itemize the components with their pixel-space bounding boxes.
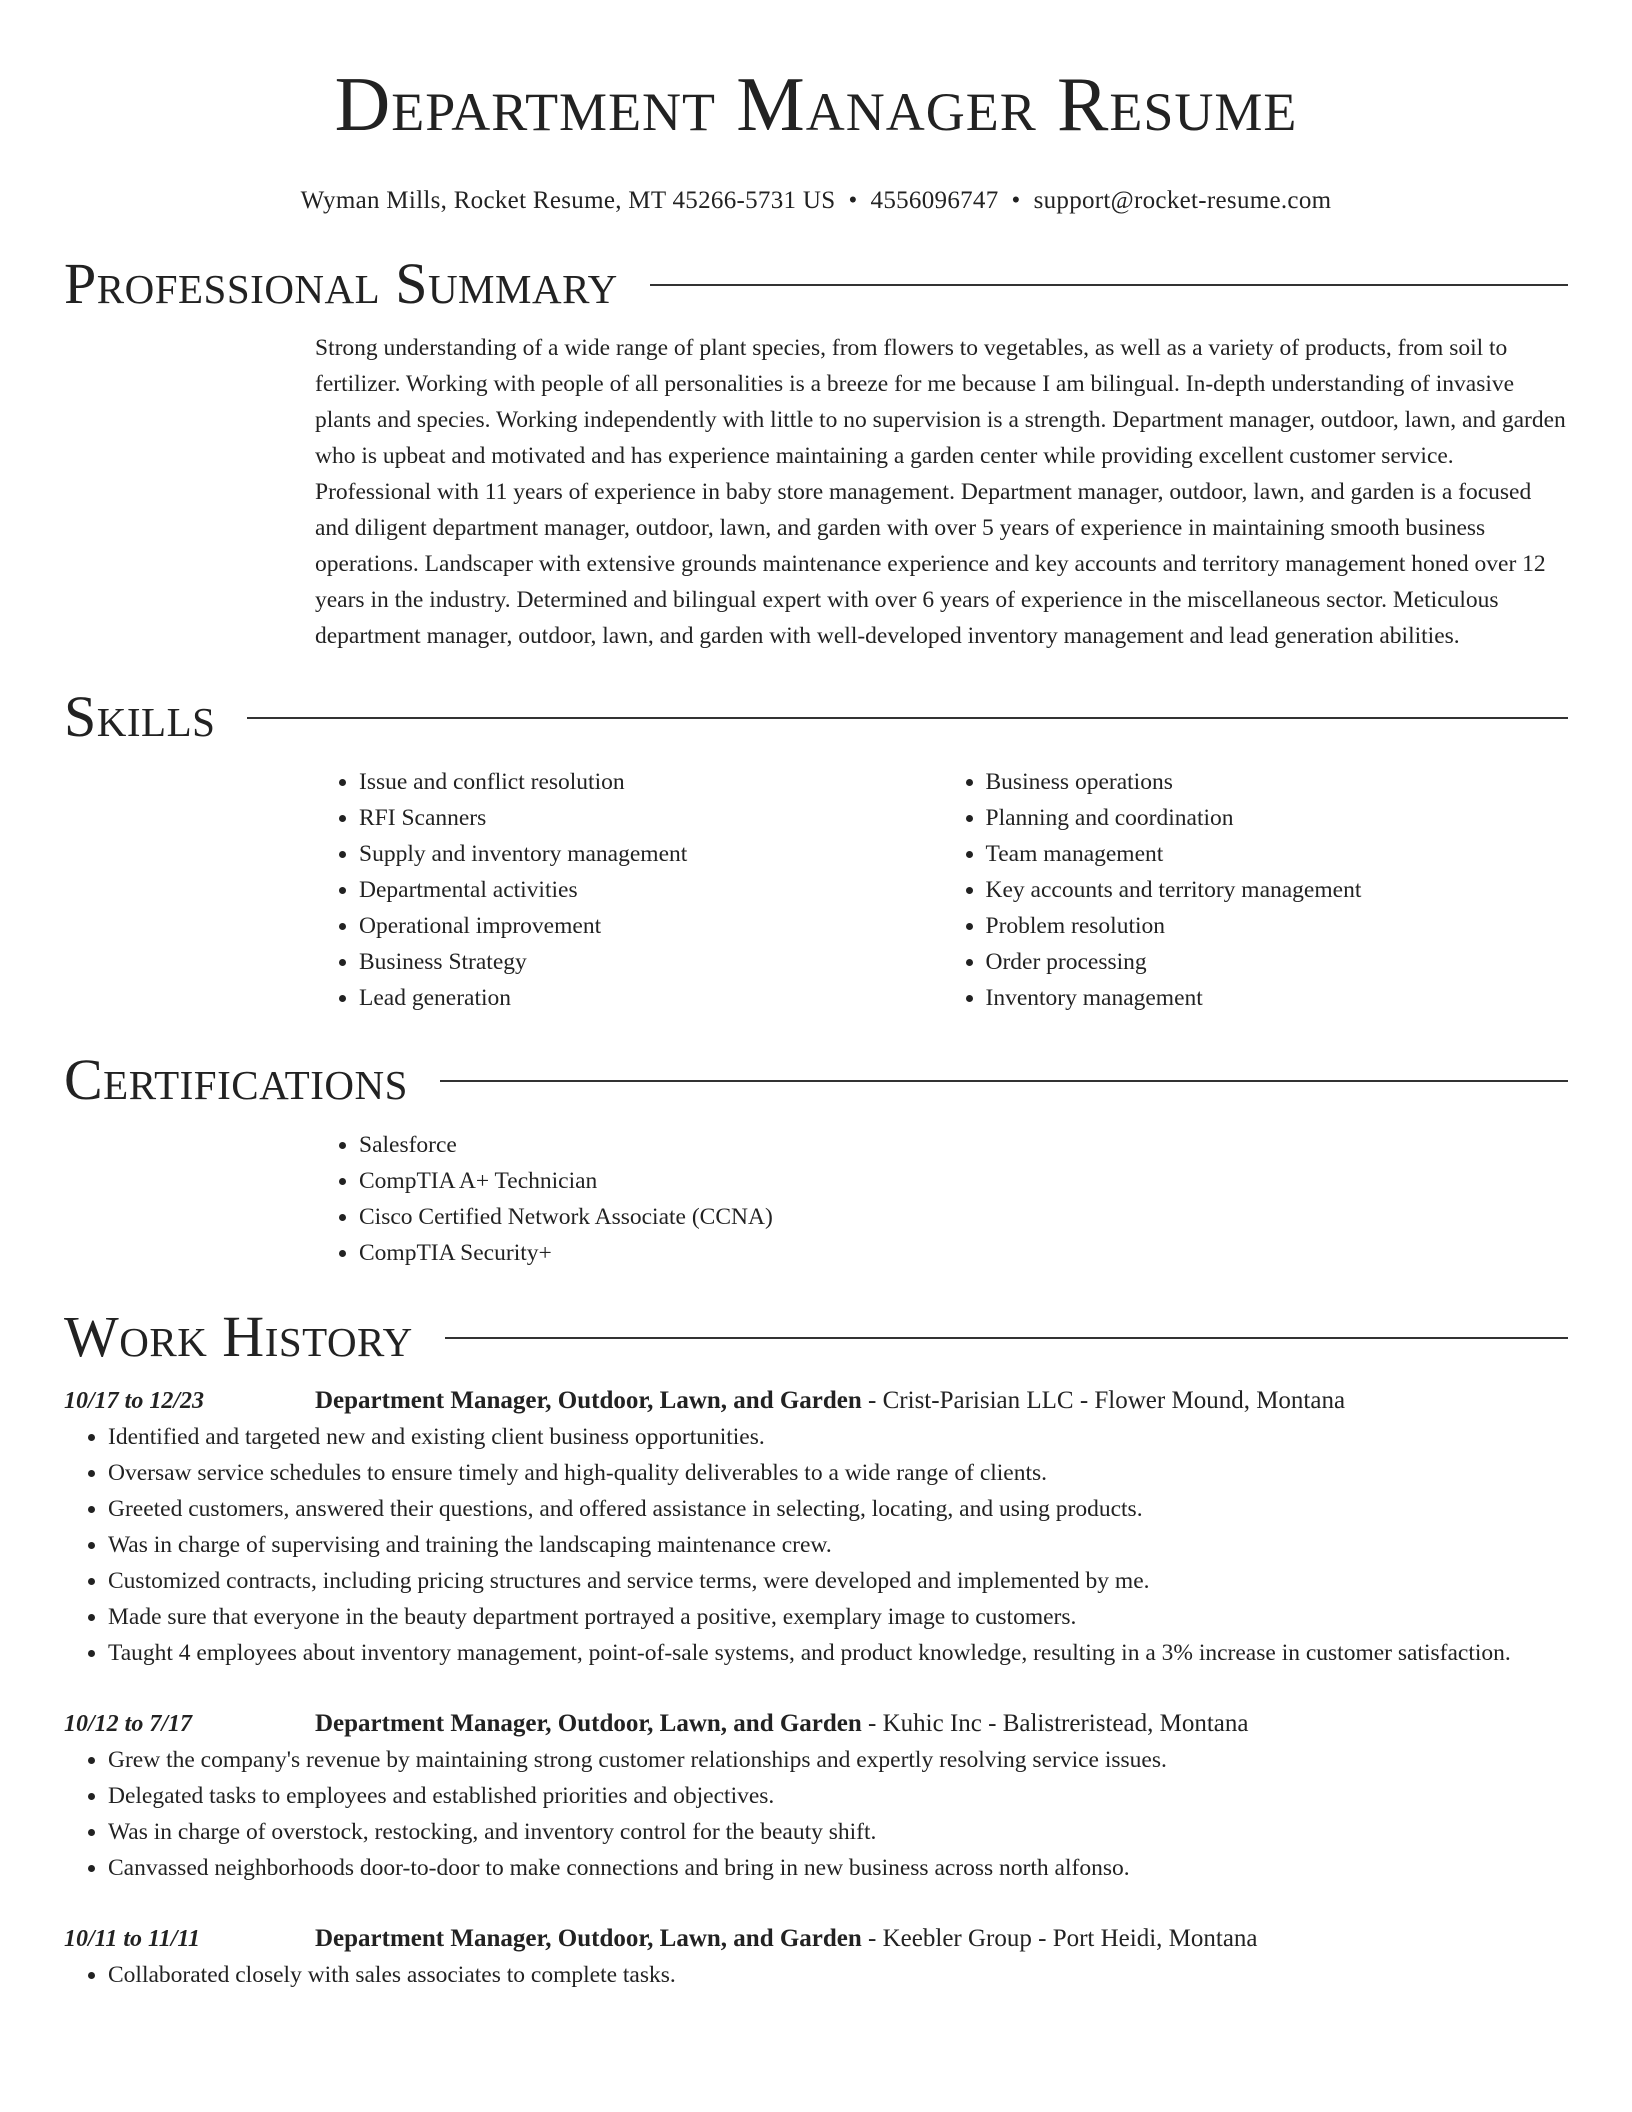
job-bullets (64, 1419, 1568, 1671)
list-item: • Team management (986, 836, 1569, 872)
section-header-summary (64, 252, 1568, 316)
job-entry (64, 1383, 1568, 1671)
list-item: • Identified and targeted new and existing client business opportunities. (108, 1419, 1568, 1455)
section-title-skills: Skills (64, 684, 216, 749)
list-item: • Problem resolution (986, 908, 1569, 944)
job-dates: 10/11 to 11/11 (64, 1926, 201, 1952)
list-item: • Delegated tasks to employees and established priorities and objectives. (108, 1778, 1568, 1814)
job-title: Department Manager, Outdoor, Lawn, and Garden (315, 1387, 862, 1414)
job-company: - Kuhic Inc - Balistreristead, Montana (861, 1710, 1249, 1737)
section-title-certifications: Certifications (64, 1047, 408, 1112)
list-item: • Business operations (986, 764, 1569, 800)
list-item: • Departmental activities (359, 872, 942, 908)
list-item: • Oversaw service schedules to ensure timely and high-quality deliverables to a wide range of clients. (108, 1455, 1568, 1491)
skills-list-left (315, 764, 942, 1016)
work-history-list (64, 1383, 1568, 1993)
summary-block (315, 330, 1569, 654)
list-item: • Cisco Certified Network Associate (CCNA) (359, 1199, 1569, 1235)
list-item: • Order processing (986, 944, 1569, 980)
list-item: • CompTIA Security+ (359, 1235, 1569, 1271)
contact-address: Wyman Mills, Rocket Resume, MT 45266-5731 US (300, 187, 836, 214)
list-item: • Salesforce (359, 1127, 1569, 1163)
list-item: • Key accounts and territory management (986, 872, 1569, 908)
list-item: • Business Strategy (359, 944, 942, 980)
list-item: • Canvassed neighborhoods door-to-door to make connections and bring in new business across north alfonso. (108, 1850, 1568, 1886)
contact-separator: • (1011, 187, 1021, 214)
job-entry (64, 1921, 1568, 1993)
list-item: • Inventory management (986, 980, 1569, 1016)
list-item: • Was in charge of supervising and training the landscaping maintenance crew. (108, 1527, 1568, 1563)
job-title-line (315, 1706, 1248, 1742)
list-item: • Customized contracts, including pricing structures and service terms, were developed and implemented by me. (108, 1563, 1568, 1599)
section-title-work: Work History (64, 1304, 413, 1369)
job-header (64, 1706, 1568, 1742)
job-dates: 10/17 to 12/23 (64, 1388, 205, 1414)
list-item: • Supply and inventory management (359, 836, 942, 872)
list-item: • Was in charge of overstock, restocking, and inventory control for the beauty shift. (108, 1814, 1568, 1850)
section-title-summary: Professional Summary (64, 251, 618, 316)
section-divider (445, 1337, 1568, 1339)
list-item: • Lead generation (359, 980, 942, 1016)
job-bullets (64, 1957, 1568, 1993)
list-item: • Taught 4 employees about inventory management, point-of-sale systems, and product knowledge, resulting in a 3% increase in customer satisfaction. (108, 1635, 1568, 1671)
resume-title: Department Manager Resume (334, 61, 1298, 147)
contact-email: support@rocket-resume.com (1033, 187, 1332, 214)
contact-separator: • (848, 187, 858, 214)
section-header-certifications (64, 1048, 1568, 1112)
list-item: • CompTIA A+ Technician (359, 1163, 1569, 1199)
job-dates: 10/12 to 7/17 (64, 1711, 193, 1737)
list-item: • RFI Scanners (359, 800, 942, 836)
list-item: • Greeted customers, answered their questions, and offered assistance in selecting, locating, and using products. (108, 1491, 1568, 1527)
section-header-skills (64, 685, 1568, 749)
skills-grid (315, 764, 1568, 1016)
job-company: - Keebler Group - Port Heidi, Montana (861, 1925, 1258, 1952)
list-item: • Issue and conflict resolution (359, 764, 942, 800)
list-item: • Operational improvement (359, 908, 942, 944)
job-title: Department Manager, Outdoor, Lawn, and Garden (315, 1710, 862, 1737)
list-item: • Grew the company's revenue by maintaining strong customer relationships and expertly resolving service issues. (108, 1742, 1568, 1778)
contact-line (64, 186, 1568, 216)
job-title-line (315, 1383, 1345, 1419)
job-header (64, 1921, 1568, 1957)
section-divider (650, 284, 1568, 286)
job-company: - Crist-Parisian LLC - Flower Mound, Montana (861, 1387, 1346, 1414)
job-header (64, 1383, 1568, 1419)
certifications-list (315, 1127, 1569, 1271)
summary-text: Strong understanding of a wide range of plant species, from flowers to vegetables, as well as a variety of products, from soil to fertilizer. Working with people of all personalities is a breeze for me because I am bilingual. In-depth understanding of invasive plants and species. Working independently with little to no supervision is a strength. Department manager, outdoor, lawn, and garden who is upbeat and motivated and has experience maintaining a garden center while providing excellent customer service. Professional with 11 years of experience in baby store management. Department manager, outdoor, lawn, and garden is a focused and diligent department manager, outdoor, lawn, and garden with over 5 years of experience in maintaining smooth business operations. Landscaper with extensive grounds maintenance experience and key accounts and territory management honed over 12 years in the industry. Determined and bilingual expert with over 6 years of experience in the miscellaneous sector. Meticulous department manager, outdoor, lawn, and garden with well-developed inventory management and lead generation abilities. (315, 335, 1566, 649)
section-header-work (64, 1305, 1568, 1369)
list-item: • Collaborated closely with sales associates to complete tasks. (108, 1957, 1568, 1993)
contact-phone: 4556096747 (870, 187, 999, 214)
list-item: • Planning and coordination (986, 800, 1569, 836)
job-entry (64, 1706, 1568, 1886)
job-title-line (315, 1921, 1258, 1957)
skills-list-right (942, 764, 1569, 1016)
certifications-block (315, 1127, 1569, 1271)
job-bullets (64, 1742, 1568, 1886)
section-divider (247, 717, 1568, 719)
job-title: Department Manager, Outdoor, Lawn, and Garden (315, 1925, 862, 1952)
list-item: • Made sure that everyone in the beauty department portrayed a positive, exemplary image to customers. (108, 1599, 1568, 1635)
section-divider (440, 1080, 1568, 1082)
